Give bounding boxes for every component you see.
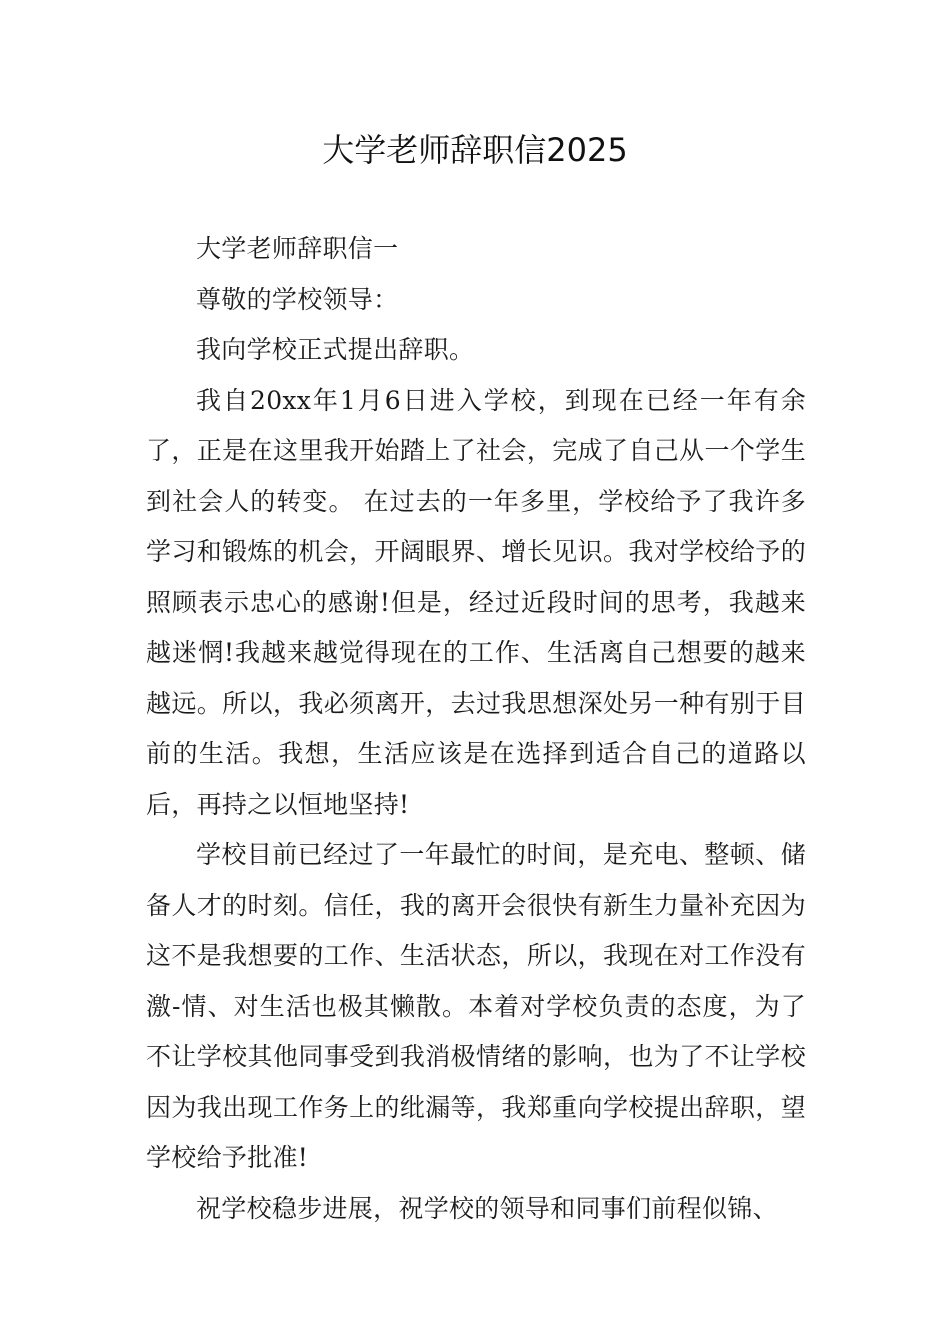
body-paragraph: 我向学校正式提出辞职。: [196, 335, 475, 364]
section-heading: 大学老师辞职信一: [196, 234, 399, 263]
body-paragraph: 我自20xx年1月6日进入学校，到现在已经一年有余了，正是在这里我开始踏上了社会，完成了自己从一个学生到社会人的转变。 在过去的一年多里，学校给予了我许多学习和锻炼的机会，开阔眼界、增长见识。我对学校给予的照顾表示忠心的感谢!但是，经过近段时间的思考，我越来越迷惘!我越来越觉得现在的工作、生活离自己想要的越来越远。所以，我必须离开，去过我思想深处另一种有别于目前的生活。我想，生活应该是在选择到适合自己的道路以后，再持之以恒地坚持!: [146, 385, 806, 819]
closing-paragraph: 祝学校稳步进展，祝学校的领导和同事们前程似锦、: [196, 1193, 778, 1223]
document-body: [146, 224, 806, 1234]
document-title: 大学老师辞职信2025: [322, 131, 628, 169]
salutation: 尊敬的学校领导：: [196, 284, 399, 314]
body-paragraph: 学校目前已经过了一年最忙的时间，是充电、整顿、储备人才的时刻。信任，我的离开会很快有新生力量补充因为这不是我想要的工作、生活状态，所以，我现在对工作没有激-情、对生活也极其懒散。本着对学校负责的态度，为了不让学校其他同事受到我消极情绪的影响，也为了不让学校因为我出现工作务上的纰漏等，我郑重向学校提出辞职，望学校给予批准!: [146, 840, 806, 1172]
